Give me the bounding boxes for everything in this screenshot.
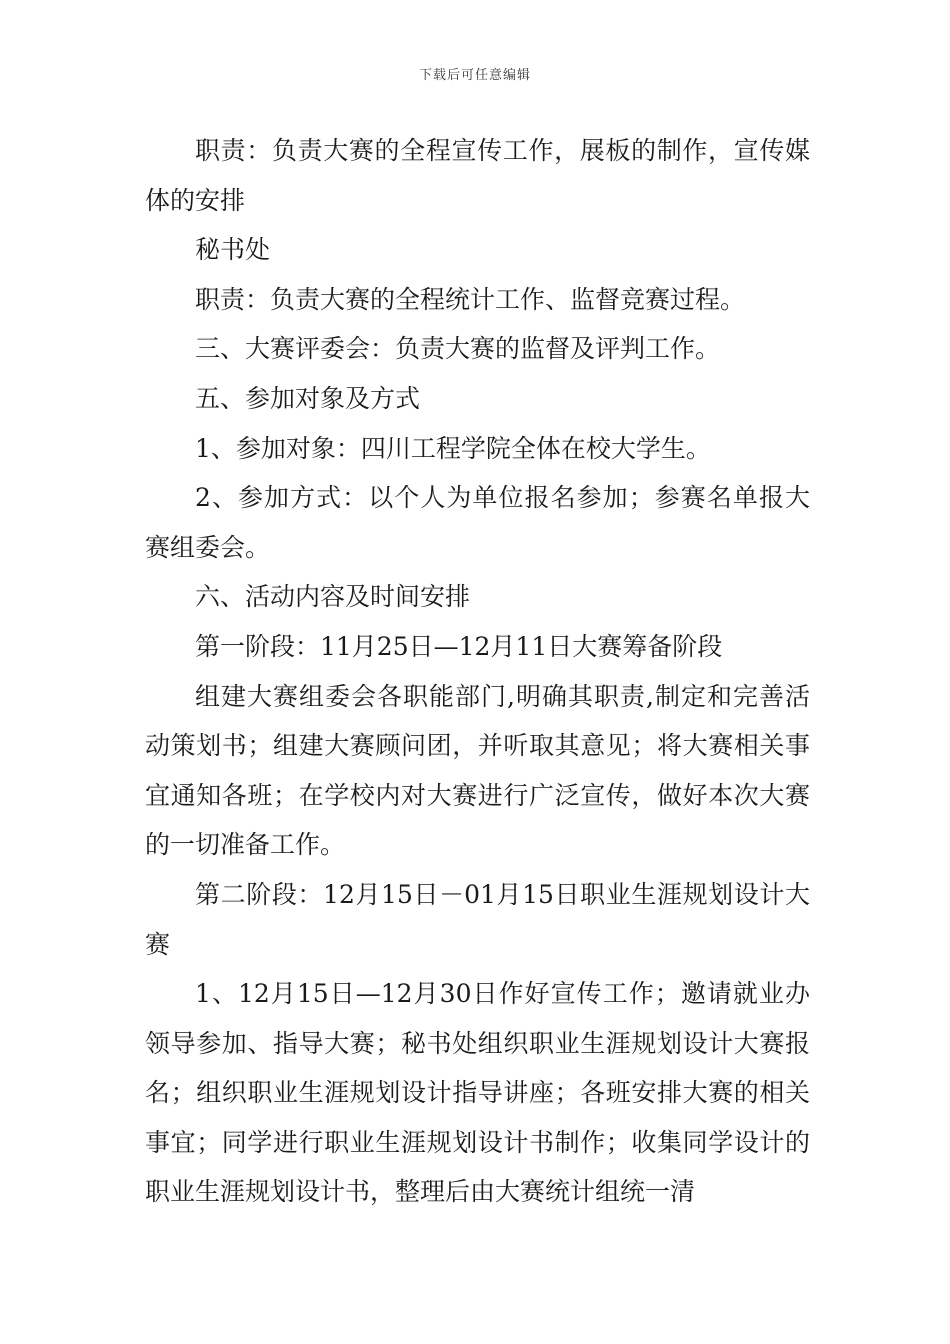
- paragraph-stage-two: 第二阶段：12月15日－01月15日职业生涯规划设计大赛: [145, 879, 810, 959]
- paragraph-publicity-duties: 职责：负责大赛的全程宣传工作，展板的制作，宣传媒体的安排: [145, 136, 810, 215]
- paragraph-participants-heading: 五、参加对象及方式: [195, 383, 421, 413]
- paragraph-stage-one: 第一阶段：11月25日—12月11日大赛筹备阶段: [195, 631, 723, 661]
- paragraph-schedule-heading: 六、活动内容及时间安排: [195, 582, 471, 612]
- paragraph-participants: 1、参加对象：四川工程学院全体在校大学生。: [195, 433, 711, 463]
- paragraph-jury-committee: 三、大赛评委会：负责大赛的监督及评判工作。: [195, 334, 721, 364]
- paragraph-secretariat-heading: 秘书处: [195, 235, 271, 265]
- paragraph-participation-method: 2、参加方式：以个人为单位报名参加；参赛名单报大赛组委会。: [145, 483, 810, 562]
- document-body: [145, 126, 810, 1217]
- paragraph-stage-two-details: 1、12月15日—12月30日作好宣传工作；邀请就业办领导参加、指导大赛；秘书处组织职业生涯规划设计大赛报名；组织职业生涯规划设计指导讲座；各班安排大赛的相关事宜；同学进行职业生涯规划设计书制作；收集同学设计的职业生涯规划设计书，整理后由大赛统计组统一清: [145, 979, 810, 1207]
- paragraph-secretariat-duties: 职责：负责大赛的全程统计工作、监督竞赛过程。: [195, 284, 746, 314]
- page-header: 下载后可任意编辑: [418, 68, 531, 83]
- paragraph-stage-one-details: 组建大赛组委会各职能部门,明确其职责,制定和完善活动策划书；组建大赛顾问团，并听取其意见；将大赛相关事宜通知各班；在学校内对大赛进行广泛宣传，做好本次大赛的一切准备工作。: [145, 681, 810, 860]
